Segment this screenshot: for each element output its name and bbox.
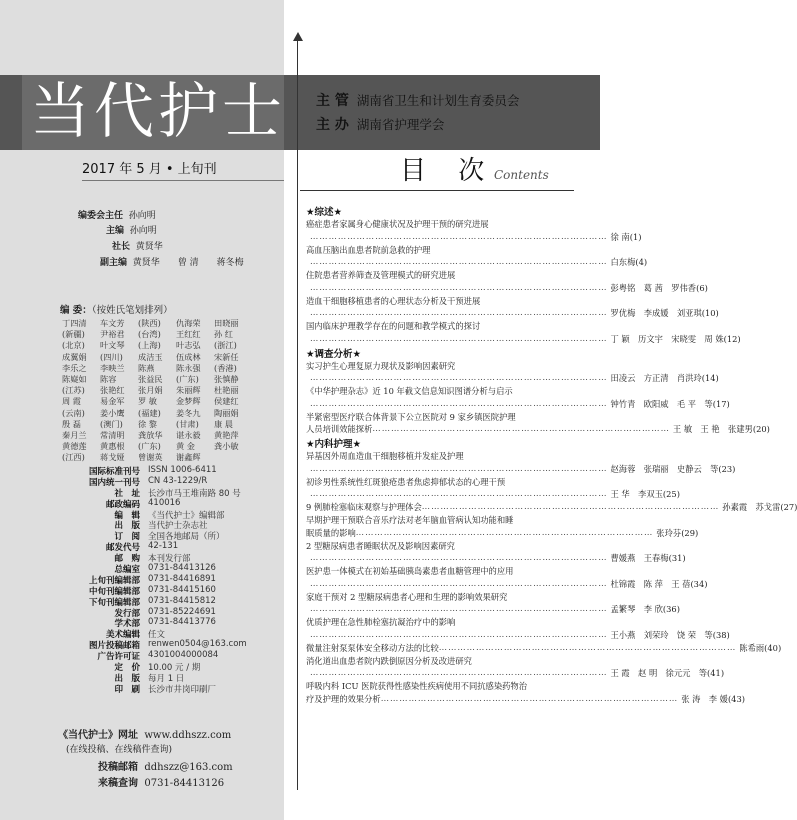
board-member: 尹裕君 [100, 329, 125, 340]
board-title: 编 委：（按姓氏笔划排列） [60, 305, 173, 316]
board-member: 张月娟 [138, 385, 163, 396]
toc-article-title: 住院患者营养筛查及管理模式的研究进展 [306, 270, 456, 280]
leader-dots: …………………………………………………………………………………… [310, 307, 608, 317]
publication-label: 印 刷 [114, 684, 140, 695]
toc-author-page: 彭粤铭 葛 茜 罗伟香(6) [610, 282, 708, 293]
toc-section-heading: ★综述★ [306, 207, 343, 218]
board-member: (陕西) [138, 318, 161, 328]
toc-author-page: 王小燕 刘荣玲 饶 荣 等(38) [610, 629, 730, 640]
board-member: (福建) [138, 407, 161, 418]
board-member: (澳门) [100, 418, 123, 429]
toc-article-title: 医护患一体模式在初始基础胰岛素患者血糖管理中的应用 [306, 566, 514, 576]
organizer-line [316, 114, 444, 134]
deputy-editors: 副主编 黄贤华 曾 清 蒋冬梅 [100, 258, 244, 268]
leader-dots: …………………………………………………………………………………… [310, 372, 608, 382]
publication-row [56, 607, 284, 618]
board-member: 成翼娟 [62, 351, 87, 362]
toc-byline [306, 372, 719, 385]
issue-date: 2017 年 5 月 • 上旬刊 [82, 162, 217, 177]
publication-label: 邮 购 [114, 554, 140, 565]
toc-article-title [306, 526, 699, 540]
publication-row [56, 563, 284, 574]
board-member: 常清明 [100, 429, 125, 440]
publication-row [56, 628, 284, 639]
publication-label: 总编室 [114, 565, 140, 576]
toc-heading-en: Contents [494, 168, 549, 182]
publication-label: 邮发代号 [105, 543, 140, 554]
publication-row [56, 465, 284, 476]
toc-byline [306, 256, 648, 269]
board-row [62, 408, 252, 419]
board-member: (香港) [214, 362, 237, 373]
board-row [62, 452, 252, 463]
leader-dots: …………………………………………………………………………………… [310, 397, 608, 408]
board-member: 龚放华 [138, 429, 163, 440]
journal-title: 当代护士 [30, 77, 286, 147]
toc-byline [306, 488, 680, 501]
leader-dots: …………………………………………………………………………………… [380, 692, 679, 703]
toc-article-title: 2 型糖尿病患者睡眠状况及影响因素研究 [306, 540, 455, 551]
publication-value: 4301004000084 [148, 650, 219, 661]
toc-author-page: 白东梅(4) [610, 257, 648, 267]
toc-byline [306, 552, 686, 565]
board-member: (台湾) [138, 329, 161, 340]
board-row [62, 363, 252, 374]
publication-value: 长沙市井岗印刷厂 [148, 684, 217, 695]
leader-dots: …………………………………………………………………………………… [310, 256, 608, 266]
website-line: 《当代护士》网址 www.ddhszz.com [58, 730, 232, 741]
publication-label: 发行部 [114, 608, 140, 619]
toc-article-title: 高血压脑出血患者院前急救的护理 [306, 244, 431, 255]
publication-row [56, 650, 284, 661]
toc-article-title: 异基因外周血造血干细胞移植并发症及护理 [306, 451, 464, 461]
board-member: (江苏) [62, 385, 85, 396]
board-member: 秦月兰 [62, 429, 87, 440]
publication-value: 0731-84415160 [148, 584, 216, 595]
publication-label: 国内统一刊号 [88, 477, 140, 488]
publication-row [56, 596, 284, 607]
leader-dots: …………………………………………………………………………………… [310, 281, 608, 292]
board-member: (浙江) [214, 340, 237, 351]
board-member: 张艳红 [100, 385, 125, 396]
board-member: (广东) [176, 373, 199, 384]
board-member: 曾谢英 [138, 452, 163, 463]
publication-value: 《当代护士》编辑部 [148, 510, 225, 521]
publication-row [56, 585, 284, 596]
board-row [62, 352, 252, 363]
toc-heading: 目 次 [400, 156, 497, 186]
toc-byline [306, 603, 680, 616]
toc-byline [306, 577, 708, 591]
board-member: 殷 磊 [62, 418, 81, 429]
leader-dots: …………………………………………………………………………………… [310, 462, 608, 473]
board-member: 谌永毅 [176, 429, 201, 440]
editorial-director: 编委会主任 孙向明 [78, 211, 156, 221]
board-member: (广东) [138, 441, 161, 452]
publication-label: 下旬刊编辑部 [88, 597, 140, 608]
board-member: 仇海荣 [176, 318, 201, 328]
board-member: 徐 黎 [138, 418, 157, 429]
website-note: (在线投稿、在线稿件查询) [66, 745, 173, 755]
toc-article-title: 早期护理干预联合音乐疗法对老年脑血管病认知功能和睡 [306, 515, 514, 525]
publication-label: 广告许可证 [97, 652, 140, 663]
publication-label: 编 辑 [114, 510, 140, 521]
publication-row [56, 574, 284, 585]
toc-article-title: 初诊男性系统性红斑狼疮患者焦虑抑郁状态的心理干预 [306, 476, 506, 487]
leader-dots: …………………………………………………………………………………… [310, 667, 608, 677]
publication-value: 0731-84413126 [148, 563, 216, 574]
toc-article-title: 国内临床护理教学存在的问题和教学模式的探讨 [306, 321, 481, 331]
toc-author-page: 王 敏 王 艳 张建男(20) [672, 424, 770, 434]
board-member: (云南) [62, 407, 85, 418]
toc-divider [300, 190, 574, 191]
leader-dots: …………………………………………………………………………………… [355, 526, 654, 537]
board-row [62, 419, 252, 430]
publication-row [56, 661, 284, 672]
toc-byline [306, 307, 719, 320]
publication-label: 美术编辑 [105, 630, 140, 641]
publication-value: 10.00 元 / 期 [148, 663, 201, 674]
board-member: (北京) [62, 340, 85, 351]
toc-article-title: 《中华护理杂志》近 10 年截文信息知识图谱分析与启示 [306, 386, 513, 396]
toc-author-page: 王 霞 赵 明 徐元元 等(41) [610, 668, 725, 678]
publication-info [56, 465, 284, 694]
board-member: 王红红 [176, 329, 201, 340]
board-row [62, 396, 252, 407]
organizer-label: 主 办 [316, 117, 349, 133]
toc-byline [306, 462, 736, 476]
toc-article-title: 呼吸内科 ICU 医院获得性感染性疾病使用不同抗感染药物治 [306, 681, 528, 691]
board-member: 黄惠根 [100, 441, 125, 452]
board-member: 金梦辉 [176, 396, 201, 407]
leader-dots: …………………………………………………………………………………… [310, 230, 608, 241]
toc-article-title-text: 微量注射泵泵体安全移动方法的比较 [306, 642, 439, 653]
board-member: 陈永强 [176, 362, 201, 373]
publication-row [56, 639, 284, 650]
board-member: 黄德莲 [62, 441, 87, 452]
arrow-up-icon [293, 32, 303, 41]
board-member: 朱丽辉 [176, 385, 201, 396]
board-member [214, 452, 252, 463]
board-member: 车文芳 [100, 318, 125, 328]
publication-value: 0731-84413776 [148, 617, 216, 628]
toc-article-title: 半紧密型医疗联合体背景下公立医院对 9 家乡镇医院护理 [306, 411, 516, 422]
publication-value: CN 43-1229/R [148, 475, 208, 486]
toc-byline [306, 281, 708, 295]
board-row [62, 340, 252, 351]
website-link[interactable]: www.ddhszz.com [144, 730, 232, 741]
board-member: (甘肃) [176, 418, 199, 429]
toc-article-title: 造血干细胞移植患者的心理状态分析及干预进展 [306, 295, 481, 306]
left-divider [82, 180, 284, 181]
table-of-contents [306, 204, 797, 706]
toc-author-page: 徐 南(1) [610, 231, 642, 242]
publication-label: 上旬刊编辑部 [88, 575, 140, 586]
president: 社长 黄贤华 [112, 242, 163, 252]
board-member: 陈容 [100, 373, 117, 384]
board-member: 易金军 [100, 396, 125, 407]
publication-label: 邮政编码 [105, 499, 140, 510]
email-line: 投稿邮箱 ddhszz@163.com [98, 762, 233, 773]
toc-section-heading: ★调查分析★ [306, 348, 362, 360]
publication-value: ISSN 1006-6411 [148, 465, 217, 475]
publication-value: 0731-84415812 [148, 595, 216, 606]
publication-label: 学术部 [114, 619, 140, 630]
toc-article-title [306, 423, 770, 436]
toc-author-page: 张 涛 李 媛(43) [681, 693, 745, 704]
board-row [62, 385, 252, 396]
email-link[interactable]: ddhszz@163.com [144, 762, 233, 773]
organizer-value: 湖南省护理学会 [356, 117, 445, 132]
toc-article-title [306, 501, 797, 514]
publication-value: 42-131 [148, 541, 179, 552]
toc-article-title [306, 641, 782, 655]
leader-dots: …………………………………………………………………………………… [438, 641, 737, 652]
board-member: (四川) [100, 351, 123, 362]
board-member: 杜艳丽 [214, 385, 239, 396]
publication-value: 任文 [148, 630, 166, 641]
board-row [62, 441, 252, 452]
board-member: 叶志弘 [176, 340, 201, 351]
board-row [62, 374, 252, 385]
sponsor-line [316, 90, 519, 110]
board-member: 黄 金 [176, 441, 195, 452]
publication-value: 410016 [148, 497, 181, 508]
toc-author-page: 张玲芬(29) [656, 527, 699, 538]
board-row [62, 329, 252, 340]
toc-article-title: 消化道出血患者院内跌倒原因分析及改进研究 [306, 655, 472, 666]
publication-row [56, 487, 284, 498]
toc-author-page: 孙素霞 苏戈雷(27) [722, 502, 797, 512]
publication-label: 定 价 [114, 663, 140, 674]
board-member: 张益民 [138, 373, 163, 384]
publication-label: 订 阅 [114, 532, 140, 543]
board-row [62, 430, 252, 441]
leader-dots: …………………………………………………………………………………… [310, 628, 608, 639]
board-member: 成洁玉 [138, 351, 163, 362]
toc-author-page: 罗优梅 李成媛 刘亚琪(10) [610, 308, 719, 318]
toc-byline [306, 667, 725, 680]
board-member: 张慎静 [214, 373, 239, 384]
publication-row [56, 519, 284, 530]
leader-dots: …………………………………………………………………………………… [310, 552, 608, 562]
publication-row [56, 683, 284, 694]
publication-row [56, 541, 284, 552]
leader-dots: …………………………………………………………………………………… [310, 603, 608, 613]
board-member: 李映兰 [100, 362, 125, 373]
toc-author-page: 曹媛燕 王春梅(31) [610, 553, 686, 563]
toc-author-page: 孟繁琴 李 欣(36) [610, 604, 680, 614]
leader-dots: …………………………………………………………………………………… [310, 577, 608, 588]
toc-author-page: 赵海蓉 张瑞丽 史静云 等(23) [610, 463, 736, 474]
publication-row [56, 509, 284, 520]
board-row [62, 318, 252, 329]
publication-value: 全国各地邮局（所） [148, 532, 225, 543]
toc-article-title-text: 人员培训效能探析 [306, 424, 373, 434]
toc-article-title: 家庭干预对 2 型糖尿病患者心理和生理的影响效果研究 [306, 591, 508, 602]
publication-row [56, 476, 284, 487]
publication-value: 当代护士杂志社 [148, 521, 208, 532]
publication-label: 出 版 [114, 673, 140, 684]
publication-label: 社 址 [114, 488, 140, 499]
toc-author-page: 杜锦霞 陈 萍 王 蓓(34) [610, 578, 708, 589]
leader-dots: …………………………………………………………………………………… [310, 488, 608, 498]
board-member: 姜小鹰 [100, 407, 125, 418]
board-member: 康 晨 [214, 418, 233, 429]
publication-value: 本刊发行部 [148, 554, 191, 565]
publication-value: 每月 1 日 [148, 673, 185, 684]
toc-article-title: 优质护理在急性肺栓塞抗凝治疗中的影响 [306, 617, 456, 627]
toc-author-page: 田凌云 方正清 肖洪玲(14) [610, 373, 719, 383]
toc-section-heading: ★内科护理★ [306, 439, 362, 450]
toc-article-title-text: 9 例肺栓塞临床观察与护理体会 [306, 502, 422, 512]
board-member: 罗 敏 [138, 396, 157, 407]
board-member: 谢鑫辉 [176, 452, 201, 463]
toc-article-title-text: 眠质量的影响 [306, 527, 356, 538]
publication-row [56, 672, 284, 683]
publication-label: 中旬刊编辑部 [88, 586, 140, 597]
sponsor-label: 主 管 [316, 93, 349, 109]
website-info [58, 726, 284, 790]
board-member: 侯建红 [214, 396, 239, 407]
board-member: 陈燕 [138, 362, 155, 373]
board-member: 丁四清 [62, 318, 87, 328]
publication-label: 国际标准刊号 [88, 467, 140, 477]
board-member: 宋新任 [214, 351, 239, 362]
leader-dots: …………………………………………………………………………………… [421, 501, 720, 511]
sponsor-value: 湖南省卫生和计划生育委员会 [356, 93, 520, 108]
board-member: 蒋戈娅 [100, 452, 125, 463]
toc-byline [306, 332, 741, 346]
publication-label: 出 版 [114, 521, 140, 532]
board-member: 李乐之 [62, 362, 87, 373]
board-member: 伍成林 [176, 351, 201, 362]
board-member: 龚小敏 [214, 441, 239, 452]
board-member: 孙 红 [214, 329, 233, 340]
publication-value: 0731-85224691 [148, 606, 216, 617]
board-member: 黄艳萍 [214, 429, 239, 440]
toc-author-page: 王 华 李双玉(25) [610, 489, 680, 499]
leader-dots: …………………………………………………………………………………… [372, 423, 670, 433]
board-member: 叶文琴 [100, 340, 125, 351]
publication-row [56, 617, 284, 628]
board-member: (上海) [138, 340, 161, 351]
board-member: (新疆) [62, 329, 85, 340]
toc-byline [306, 628, 730, 642]
board-member: (江西) [62, 452, 85, 463]
toc-article-title [306, 692, 745, 706]
phone-value: 0731-84413126 [144, 778, 225, 789]
editor-in-chief: 主编 孙向明 [106, 226, 157, 236]
toc-author-page: 丁 颖 历文宇 宋晓雯 周 姝(12) [610, 333, 741, 344]
editorial-board [62, 318, 252, 463]
publication-label: 图片投稿邮箱 [88, 641, 140, 652]
publication-row [56, 552, 284, 563]
board-member: 陈嶷如 [62, 373, 87, 384]
publication-row [56, 530, 284, 541]
toc-author-page: 陈希雨(40) [739, 642, 782, 653]
toc-article-title-text: 疗及护理的效果分析 [306, 693, 381, 704]
board-member: 陶丽娟 [214, 407, 239, 418]
publication-row [56, 498, 284, 509]
toc-article-title: 实习护生心理复原力现状及影响因素研究 [306, 360, 456, 371]
board-member: 姜冬九 [176, 407, 201, 418]
publication-value: renwen0504@163.com [148, 639, 247, 650]
leader-dots: …………………………………………………………………………………… [310, 332, 608, 343]
toc-article-title: 癌症患者家属身心健康状况及护理干预的研究进展 [306, 219, 489, 229]
board-member: 田晓丽 [214, 318, 239, 328]
board-member: 周 霞 [62, 396, 81, 407]
publication-value: 长沙市马王堆南路 80 号 [148, 488, 241, 499]
vertical-rule [297, 40, 298, 790]
publication-value: 0731-84416891 [148, 573, 216, 584]
toc-author-page: 钟竹青 欧阳威 毛 平 等(17) [610, 398, 730, 409]
toc-byline [306, 230, 642, 244]
phone-line: 来稿查询 0731-84413126 [98, 778, 225, 789]
toc-byline [306, 397, 730, 411]
